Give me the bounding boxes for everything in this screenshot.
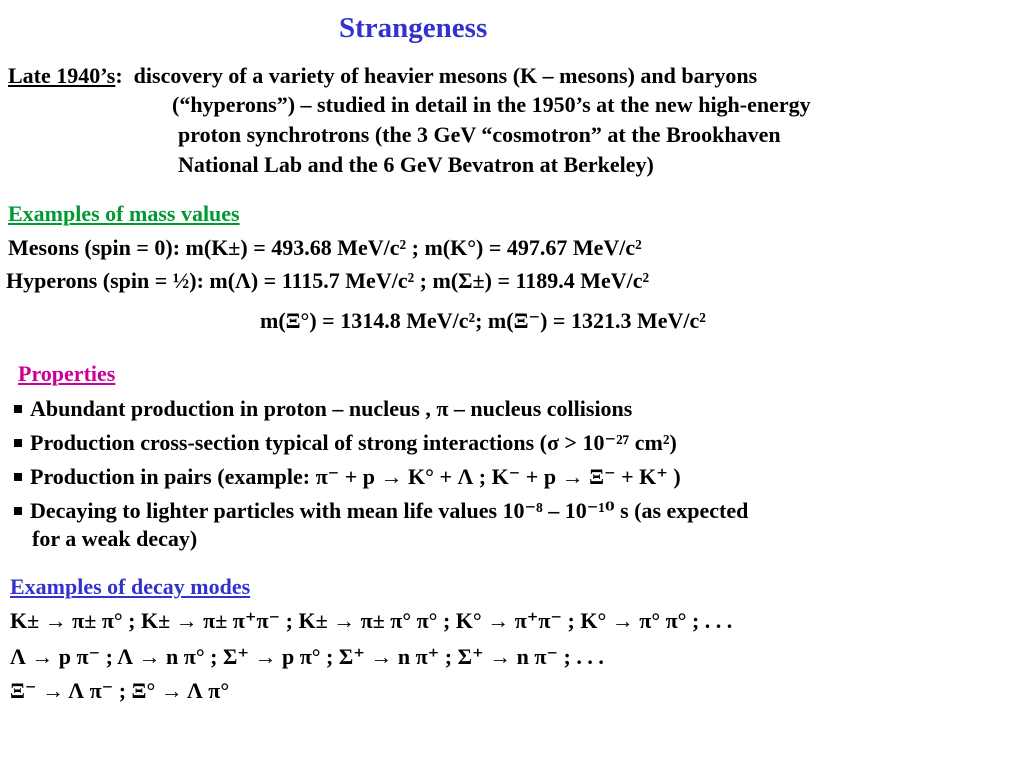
page-title: Strangeness [339, 12, 488, 44]
bullet-marker [14, 507, 22, 515]
decay-heading: Examples of decay modes [10, 574, 251, 599]
mass-line-xi: m(Ξ°) = 1314.8 MeV/c²; m(Ξ⁻) = 1321.3 MeV/c² [260, 308, 706, 333]
history-sep: : [115, 63, 123, 88]
bullet-marker [14, 405, 22, 413]
property-bullet [14, 396, 632, 422]
property-text: Production cross-section typical of strong interactions (σ > 10⁻²⁷ cm²) [30, 430, 677, 455]
properties-heading: Properties [18, 361, 116, 386]
property-bullet [14, 464, 681, 490]
history-text-1: discovery of a variety of heavier mesons (K – mesons) and baryons [133, 63, 758, 88]
property-bullet [14, 498, 748, 524]
mass-line-hyperons: Hyperons (spin = ½): m(Λ) = 1115.7 MeV/c² ; m(Σ±) = 1189.4 MeV/c² [6, 268, 650, 293]
mass-line-mesons: Mesons (spin = 0): m(K±) = 493.68 MeV/c² ; m(K°) = 497.67 MeV/c² [8, 235, 642, 260]
history-line-2: (“hyperons”) – studied in detail in the 1950’s at the new high-energy [172, 92, 811, 117]
history-line-1 [8, 63, 757, 89]
property-bullet [14, 430, 677, 456]
history-line-3: proton synchrotrons (the 3 GeV “cosmotron” at the Brookhaven [178, 122, 781, 147]
history-line-4: National Lab and the 6 GeV Bevatron at Berkeley) [178, 152, 654, 177]
decay-line-xi: Ξ⁻ → Λ π⁻ ; Ξ° → Λ π° [10, 678, 230, 703]
decay-line-lambda-sigma: Λ → p π⁻ ; Λ → n π° ; Σ⁺ → p π° ; Σ⁺ → n π⁺ ; Σ⁺ → n π⁻ ; . . . [10, 644, 604, 669]
mass-heading: Examples of mass values [8, 201, 240, 226]
bullet-marker [14, 439, 22, 447]
history-label: Late 1940’s [8, 63, 116, 88]
bullet-marker [14, 473, 22, 481]
decay-line-kaons: K± → π± π° ; K± → π± π⁺π⁻ ; K± → π± π° π° ; K° → π⁺π⁻ ; K° → π° π° ; . . . [10, 608, 733, 633]
property-continuation: for a weak decay) [32, 526, 198, 551]
property-text: Abundant production in proton – nucleus , π – nucleus collisions [30, 396, 633, 421]
property-text: Production in pairs (example: π⁻ + p → K° + Λ ; K⁻ + p → Ξ⁻ + K⁺ ) [30, 464, 681, 489]
property-text: Decaying to lighter particles with mean life values 10⁻⁸ – 10⁻¹⁰ s (as expected [30, 498, 749, 523]
